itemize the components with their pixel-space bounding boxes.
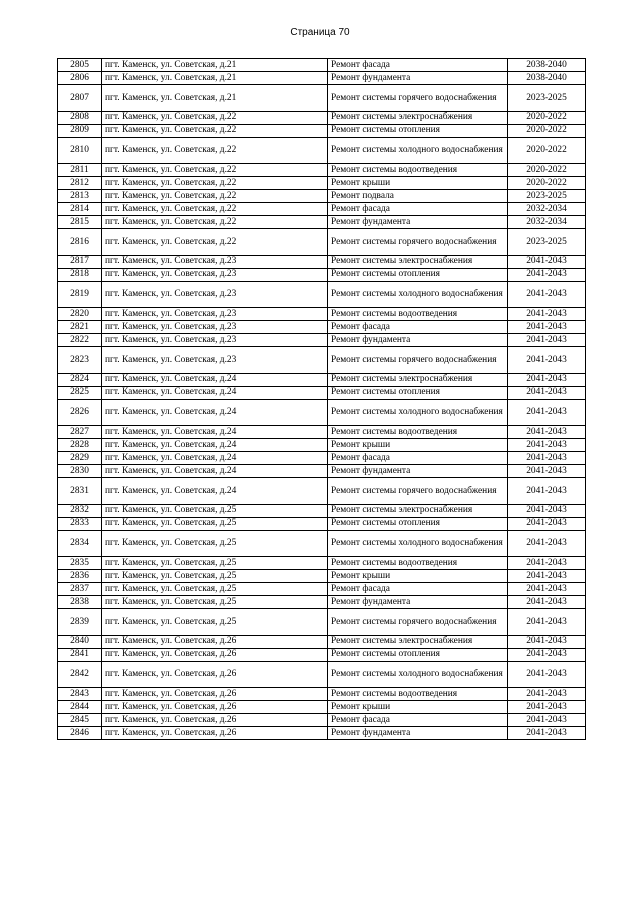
row-number-cell: 2826 <box>58 399 102 426</box>
table-row <box>58 281 586 308</box>
row-number-cell: 2807 <box>58 85 102 112</box>
period-cell: 2041-2043 <box>508 596 586 609</box>
work-type-cell: Ремонт системы горячего водоснабжения <box>328 609 508 636</box>
work-type-cell: Ремонт системы горячего водоснабжения <box>328 347 508 374</box>
row-number-cell: 2841 <box>58 648 102 661</box>
row-number-cell: 2840 <box>58 635 102 648</box>
period-cell: 2041-2043 <box>508 701 586 714</box>
work-type-cell: Ремонт системы водоотведения <box>328 688 508 701</box>
period-cell: 2041-2043 <box>508 268 586 281</box>
period-cell: 2041-2043 <box>508 661 586 688</box>
address-cell: пгт. Каменск, ул. Советская, д.22 <box>102 190 328 203</box>
work-type-cell: Ремонт системы холодного водоснабжения <box>328 281 508 308</box>
period-cell: 2020-2022 <box>508 177 586 190</box>
row-number-cell: 2845 <box>58 714 102 727</box>
work-type-cell: Ремонт крыши <box>328 701 508 714</box>
row-number-cell: 2818 <box>58 268 102 281</box>
work-type-cell: Ремонт системы водоотведения <box>328 164 508 177</box>
table-row <box>58 137 586 164</box>
work-type-cell: Ремонт системы электроснабжения <box>328 504 508 517</box>
address-cell: пгт. Каменск, ул. Советская, д.24 <box>102 426 328 439</box>
work-type-cell: Ремонт крыши <box>328 177 508 190</box>
period-cell: 2032-2034 <box>508 203 586 216</box>
table-row <box>58 111 586 124</box>
row-number-cell: 2831 <box>58 478 102 505</box>
period-cell: 2041-2043 <box>508 465 586 478</box>
table-row <box>58 399 586 426</box>
table-row <box>58 439 586 452</box>
row-number-cell: 2836 <box>58 570 102 583</box>
address-cell: пгт. Каменск, ул. Советская, д.23 <box>102 268 328 281</box>
work-type-cell: Ремонт системы холодного водоснабжения <box>328 399 508 426</box>
period-cell: 2041-2043 <box>508 386 586 399</box>
address-cell: пгт. Каменск, ул. Советская, д.22 <box>102 216 328 229</box>
work-type-cell: Ремонт системы холодного водоснабжения <box>328 661 508 688</box>
row-number-cell: 2843 <box>58 688 102 701</box>
work-type-cell: Ремонт системы горячего водоснабжения <box>328 478 508 505</box>
table-row <box>58 727 586 740</box>
table-row <box>58 308 586 321</box>
table-row <box>58 334 586 347</box>
row-number-cell: 2819 <box>58 281 102 308</box>
period-cell: 2041-2043 <box>508 635 586 648</box>
address-cell: пгт. Каменск, ул. Советская, д.22 <box>102 124 328 137</box>
row-number-cell: 2816 <box>58 229 102 256</box>
address-cell: пгт. Каменск, ул. Советская, д.25 <box>102 517 328 530</box>
period-cell: 2041-2043 <box>508 426 586 439</box>
address-cell: пгт. Каменск, ул. Советская, д.26 <box>102 635 328 648</box>
period-cell: 2023-2025 <box>508 85 586 112</box>
table-row <box>58 583 586 596</box>
table-row <box>58 478 586 505</box>
address-cell: пгт. Каменск, ул. Советская, д.23 <box>102 334 328 347</box>
row-number-cell: 2844 <box>58 701 102 714</box>
period-cell: 2038-2040 <box>508 72 586 85</box>
period-cell: 2041-2043 <box>508 281 586 308</box>
period-cell: 2041-2043 <box>508 334 586 347</box>
address-cell: пгт. Каменск, ул. Советская, д.26 <box>102 648 328 661</box>
table-row <box>58 216 586 229</box>
row-number-cell: 2832 <box>58 504 102 517</box>
table-row <box>58 570 586 583</box>
work-type-cell: Ремонт системы отопления <box>328 124 508 137</box>
work-type-cell: Ремонт системы водоотведения <box>328 557 508 570</box>
table-row <box>58 255 586 268</box>
row-number-cell: 2822 <box>58 334 102 347</box>
address-cell: пгт. Каменск, ул. Советская, д.26 <box>102 688 328 701</box>
period-cell: 2020-2022 <box>508 137 586 164</box>
work-type-cell: Ремонт фундамента <box>328 727 508 740</box>
table-row <box>58 688 586 701</box>
work-type-cell: Ремонт системы водоотведения <box>328 426 508 439</box>
address-cell: пгт. Каменск, ул. Советская, д.24 <box>102 465 328 478</box>
period-cell: 2020-2022 <box>508 164 586 177</box>
table-row <box>58 557 586 570</box>
work-type-cell: Ремонт системы горячего водоснабжения <box>328 85 508 112</box>
period-cell: 2041-2043 <box>508 609 586 636</box>
row-number-cell: 2812 <box>58 177 102 190</box>
table-body <box>58 59 586 740</box>
work-type-cell: Ремонт системы электроснабжения <box>328 111 508 124</box>
period-cell: 2041-2043 <box>508 517 586 530</box>
row-number-cell: 2824 <box>58 373 102 386</box>
row-number-cell: 2814 <box>58 203 102 216</box>
table-row <box>58 190 586 203</box>
table-row <box>58 517 586 530</box>
period-cell: 2041-2043 <box>508 478 586 505</box>
work-type-cell: Ремонт фундамента <box>328 596 508 609</box>
table-row <box>58 373 586 386</box>
table-row <box>58 229 586 256</box>
table-row <box>58 347 586 374</box>
address-cell: пгт. Каменск, ул. Советская, д.25 <box>102 504 328 517</box>
period-cell: 2041-2043 <box>508 347 586 374</box>
work-type-cell: Ремонт системы отопления <box>328 517 508 530</box>
period-cell: 2041-2043 <box>508 570 586 583</box>
table-row <box>58 72 586 85</box>
address-cell: пгт. Каменск, ул. Советская, д.24 <box>102 399 328 426</box>
work-type-cell: Ремонт системы электроснабжения <box>328 373 508 386</box>
table-row <box>58 701 586 714</box>
table-row <box>58 321 586 334</box>
row-number-cell: 2808 <box>58 111 102 124</box>
period-cell: 2041-2043 <box>508 504 586 517</box>
period-cell: 2038-2040 <box>508 59 586 72</box>
table-row <box>58 85 586 112</box>
row-number-cell: 2837 <box>58 583 102 596</box>
period-cell: 2032-2034 <box>508 216 586 229</box>
table-row <box>58 452 586 465</box>
row-number-cell: 2833 <box>58 517 102 530</box>
row-number-cell: 2806 <box>58 72 102 85</box>
work-type-cell: Ремонт подвала <box>328 190 508 203</box>
period-cell: 2041-2043 <box>508 714 586 727</box>
period-cell: 2041-2043 <box>508 452 586 465</box>
table-row <box>58 714 586 727</box>
address-cell: пгт. Каменск, ул. Советская, д.23 <box>102 347 328 374</box>
period-cell: 2041-2043 <box>508 688 586 701</box>
row-number-cell: 2813 <box>58 190 102 203</box>
table-row <box>58 596 586 609</box>
row-number-cell: 2820 <box>58 308 102 321</box>
address-cell: пгт. Каменск, ул. Советская, д.25 <box>102 557 328 570</box>
work-type-cell: Ремонт фундамента <box>328 216 508 229</box>
period-cell: 2041-2043 <box>508 308 586 321</box>
address-cell: пгт. Каменск, ул. Советская, д.22 <box>102 164 328 177</box>
table-row <box>58 426 586 439</box>
row-number-cell: 2846 <box>58 727 102 740</box>
table-row <box>58 504 586 517</box>
work-type-cell: Ремонт крыши <box>328 439 508 452</box>
work-type-cell: Ремонт системы водоотведения <box>328 308 508 321</box>
address-cell: пгт. Каменск, ул. Советская, д.25 <box>102 530 328 557</box>
address-cell: пгт. Каменск, ул. Советская, д.26 <box>102 701 328 714</box>
address-cell: пгт. Каменск, ул. Советская, д.22 <box>102 111 328 124</box>
row-number-cell: 2829 <box>58 452 102 465</box>
address-cell: пгт. Каменск, ул. Советская, д.23 <box>102 281 328 308</box>
table-row <box>58 124 586 137</box>
table-row <box>58 609 586 636</box>
address-cell: пгт. Каменск, ул. Советская, д.22 <box>102 229 328 256</box>
table-row <box>58 530 586 557</box>
row-number-cell: 2835 <box>58 557 102 570</box>
address-cell: пгт. Каменск, ул. Советская, д.26 <box>102 727 328 740</box>
table-row <box>58 386 586 399</box>
row-number-cell: 2828 <box>58 439 102 452</box>
table-row <box>58 648 586 661</box>
row-number-cell: 2809 <box>58 124 102 137</box>
period-cell: 2041-2043 <box>508 727 586 740</box>
period-cell: 2041-2043 <box>508 648 586 661</box>
period-cell: 2023-2025 <box>508 229 586 256</box>
address-cell: пгт. Каменск, ул. Советская, д.23 <box>102 255 328 268</box>
work-type-cell: Ремонт системы холодного водоснабжения <box>328 530 508 557</box>
address-cell: пгт. Каменск, ул. Советская, д.24 <box>102 373 328 386</box>
period-cell: 2020-2022 <box>508 111 586 124</box>
period-cell: 2041-2043 <box>508 373 586 386</box>
period-cell: 2041-2043 <box>508 583 586 596</box>
period-cell: 2023-2025 <box>508 190 586 203</box>
period-cell: 2041-2043 <box>508 255 586 268</box>
work-type-cell: Ремонт фундамента <box>328 465 508 478</box>
address-cell: пгт. Каменск, ул. Советская, д.25 <box>102 570 328 583</box>
row-number-cell: 2834 <box>58 530 102 557</box>
row-number-cell: 2817 <box>58 255 102 268</box>
row-number-cell: 2830 <box>58 465 102 478</box>
work-type-cell: Ремонт фасада <box>328 203 508 216</box>
table-row <box>58 59 586 72</box>
table-row <box>58 203 586 216</box>
address-cell: пгт. Каменск, ул. Советская, д.23 <box>102 321 328 334</box>
work-type-cell: Ремонт системы горячего водоснабжения <box>328 229 508 256</box>
row-number-cell: 2810 <box>58 137 102 164</box>
address-cell: пгт. Каменск, ул. Советская, д.22 <box>102 177 328 190</box>
period-cell: 2020-2022 <box>508 124 586 137</box>
address-cell: пгт. Каменск, ул. Советская, д.22 <box>102 203 328 216</box>
table-row <box>58 465 586 478</box>
address-cell: пгт. Каменск, ул. Советская, д.24 <box>102 478 328 505</box>
address-cell: пгт. Каменск, ул. Советская, д.21 <box>102 59 328 72</box>
row-number-cell: 2821 <box>58 321 102 334</box>
row-number-cell: 2805 <box>58 59 102 72</box>
work-type-cell: Ремонт фасада <box>328 321 508 334</box>
period-cell: 2041-2043 <box>508 321 586 334</box>
work-type-cell: Ремонт фасада <box>328 583 508 596</box>
row-number-cell: 2815 <box>58 216 102 229</box>
row-number-cell: 2842 <box>58 661 102 688</box>
period-cell: 2041-2043 <box>508 530 586 557</box>
work-type-cell: Ремонт системы отопления <box>328 386 508 399</box>
address-cell: пгт. Каменск, ул. Советская, д.25 <box>102 596 328 609</box>
address-cell: пгт. Каменск, ул. Советская, д.26 <box>102 661 328 688</box>
row-number-cell: 2827 <box>58 426 102 439</box>
work-type-cell: Ремонт крыши <box>328 570 508 583</box>
table-row <box>58 177 586 190</box>
row-number-cell: 2823 <box>58 347 102 374</box>
period-cell: 2041-2043 <box>508 439 586 452</box>
row-number-cell: 2839 <box>58 609 102 636</box>
address-cell: пгт. Каменск, ул. Советская, д.26 <box>102 714 328 727</box>
address-cell: пгт. Каменск, ул. Советская, д.24 <box>102 386 328 399</box>
work-type-cell: Ремонт фасада <box>328 714 508 727</box>
address-cell: пгт. Каменск, ул. Советская, д.22 <box>102 137 328 164</box>
address-cell: пгт. Каменск, ул. Советская, д.25 <box>102 583 328 596</box>
work-type-cell: Ремонт фундамента <box>328 334 508 347</box>
row-number-cell: 2825 <box>58 386 102 399</box>
work-type-cell: Ремонт фасада <box>328 452 508 465</box>
work-type-cell: Ремонт фасада <box>328 59 508 72</box>
row-number-cell: 2811 <box>58 164 102 177</box>
table-row <box>58 661 586 688</box>
address-cell: пгт. Каменск, ул. Советская, д.21 <box>102 85 328 112</box>
work-type-cell: Ремонт системы отопления <box>328 648 508 661</box>
table-row <box>58 268 586 281</box>
address-cell: пгт. Каменск, ул. Советская, д.24 <box>102 439 328 452</box>
address-cell: пгт. Каменск, ул. Советская, д.25 <box>102 609 328 636</box>
work-type-cell: Ремонт фундамента <box>328 72 508 85</box>
address-cell: пгт. Каменск, ул. Советская, д.23 <box>102 308 328 321</box>
table-row <box>58 635 586 648</box>
work-type-cell: Ремонт системы холодного водоснабжения <box>328 137 508 164</box>
page-number-label: Страница 70 <box>290 27 350 38</box>
work-type-cell: Ремонт системы электроснабжения <box>328 255 508 268</box>
work-type-cell: Ремонт системы отопления <box>328 268 508 281</box>
period-cell: 2041-2043 <box>508 399 586 426</box>
repair-schedule-table <box>57 58 586 740</box>
period-cell: 2041-2043 <box>508 557 586 570</box>
address-cell: пгт. Каменск, ул. Советская, д.24 <box>102 452 328 465</box>
row-number-cell: 2838 <box>58 596 102 609</box>
work-type-cell: Ремонт системы электроснабжения <box>328 635 508 648</box>
table-row <box>58 164 586 177</box>
address-cell: пгт. Каменск, ул. Советская, д.21 <box>102 72 328 85</box>
